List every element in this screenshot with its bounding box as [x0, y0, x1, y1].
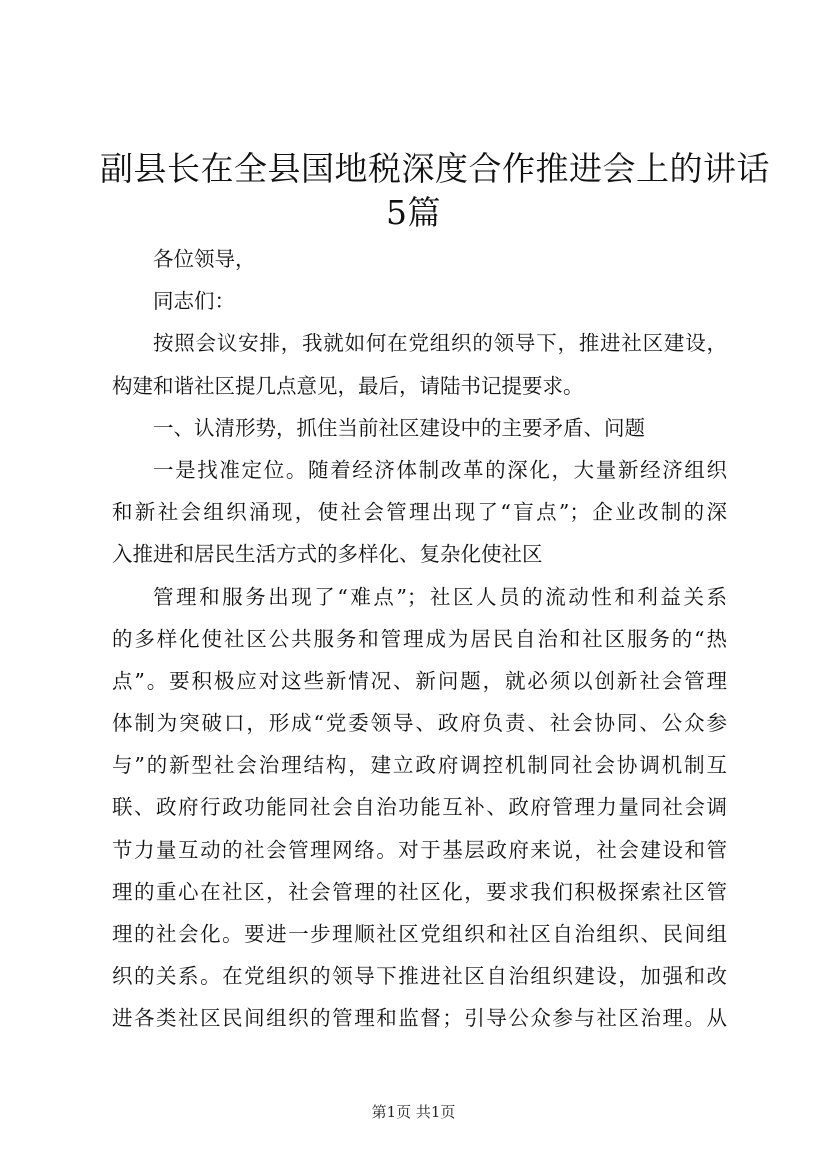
- document-body: [112, 238, 727, 1040]
- body-line: 体制为突破口，形成“党委领导、政府负责、社会协同、公众参: [112, 711, 727, 736]
- body-line: 与”的新型社会治理结构，建立政府调控机制同社会协调机制互: [112, 753, 727, 778]
- body-line: 节力量互动的社会管理网络。对于基层政府来说，社会建设和管: [112, 837, 727, 862]
- body-line: 联、政府行政功能同社会自治功能互补、政府管理力量同社会调: [112, 795, 727, 820]
- document-title-continued: 5篇: [386, 193, 441, 232]
- page-footer: 第1页 共1页: [371, 1103, 456, 1121]
- body-line: 理的重心在社区，社会管理的社区化，要求我们积极探索社区管: [112, 879, 727, 904]
- body-line: 管理和服务出现了“难点”；社区人员的流动性和利益关系: [153, 584, 727, 609]
- body-line: 进各类社区民间组织的管理和监督；引导公众参与社区治理。从: [112, 1006, 727, 1031]
- document-title: 副县长在全县国地税深度合作推进会上的讲话: [100, 149, 770, 188]
- body-line: 按照会议安排，我就如何在党组织的领导下，推进社区建设，: [153, 331, 727, 356]
- body-line: 一、认清形势，抓住当前社区建设中的主要矛盾、问题: [153, 415, 645, 440]
- body-line: 一是找准定位。随着经济体制改革的深化，大量新经济组织: [153, 457, 727, 482]
- body-line: 的多样化使社区公共服务和管理成为居民自治和社区服务的“热: [112, 626, 727, 651]
- body-line: 理的社会化。要进一步理顺社区党组织和社区自治组织、民间组: [112, 922, 727, 946]
- body-line: 点”。要积极应对这些新情况、新问题，就必须以创新社会管理: [112, 668, 727, 693]
- body-line: 构建和谐社区提几点意见，最后，请陆书记提要求。: [112, 373, 584, 398]
- body-line: 同志们：: [153, 289, 235, 314]
- body-line: 和新社会组织涌现，使社会管理出现了“盲点”；企业改制的深: [112, 500, 727, 525]
- body-line: 各位领导，: [153, 247, 256, 271]
- body-line: 织的关系。在党组织的领导下推进社区自治组织建设，加强和改: [112, 964, 727, 989]
- body-line: 入推进和居民生活方式的多样化、复杂化使社区: [112, 542, 543, 567]
